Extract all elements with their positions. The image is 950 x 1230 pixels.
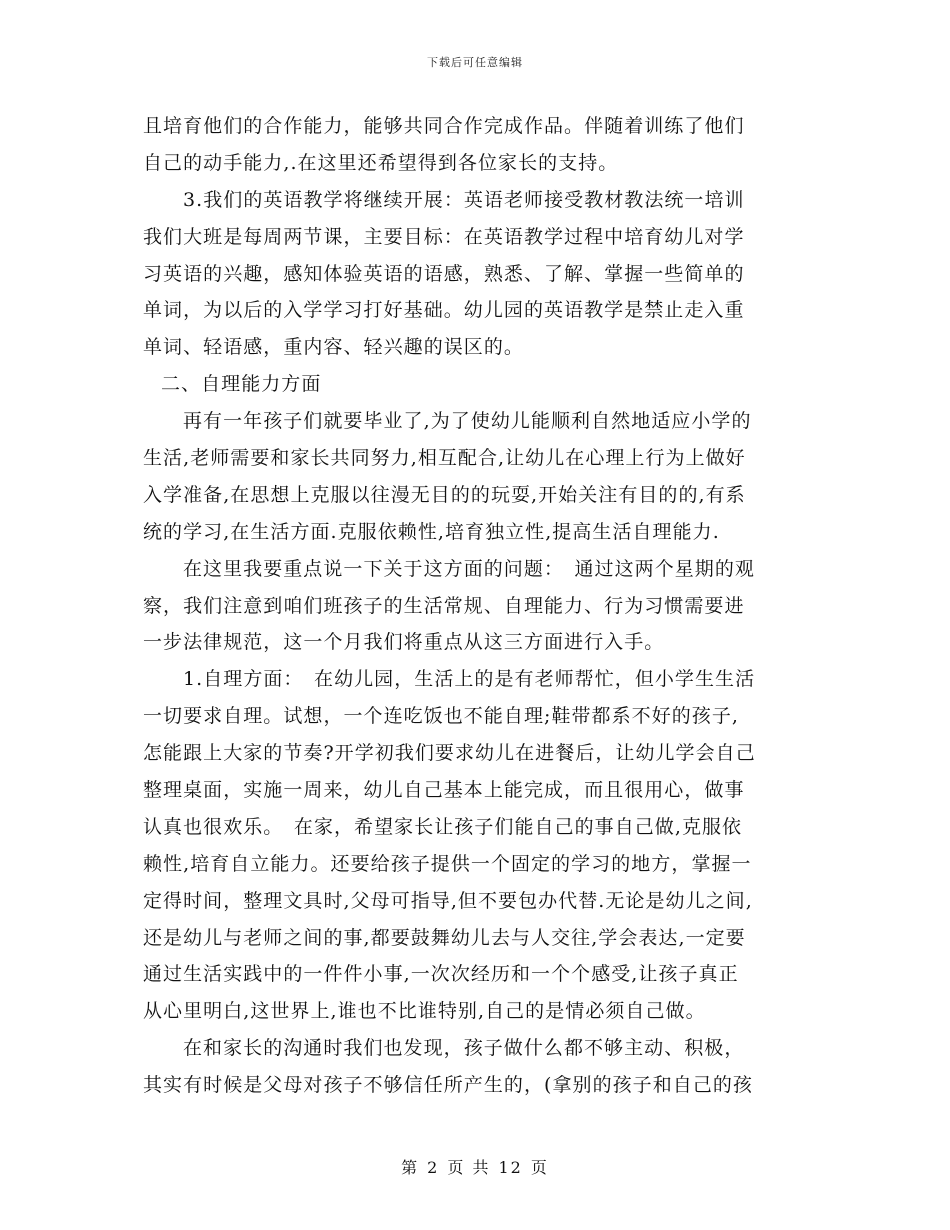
document-body bbox=[143, 108, 803, 1104]
text-line: 一切要求自理。试想，一个连吃饭也不能自理;鞋带都系不好的孩子, bbox=[143, 705, 739, 728]
text-line: 定得时间，整理文具时,父母可指导,但不要包办代替.无论是幼儿之间, bbox=[143, 889, 753, 912]
text-line: 1.自理方面： 在幼儿园，生活上的是有老师帮忙，但小学生生活 bbox=[183, 668, 756, 691]
text-line: 认真也很欢乐。 在家，希望家长让孩子们能自己的事自己做,克服依 bbox=[143, 815, 743, 838]
text-line: 自己的动手能力,.在这里还希望得到各位家长的支持。 bbox=[143, 151, 619, 174]
text-line: 整理桌面，实施一周来，幼儿自己基本上能完成，而且很用心，做事 bbox=[143, 779, 745, 802]
footer-total-pages: 12 bbox=[498, 1158, 523, 1177]
text-line: 单词、轻语感，重内容、轻兴趣的误区的。 bbox=[143, 336, 524, 359]
page-footer bbox=[0, 1155, 950, 1178]
text-line: 通过生活实践中的一件件小事,一次次经历和一个个感受,让孩子真正 bbox=[143, 963, 739, 986]
text-line: 再有一年孩子们就要毕业了,为了使幼儿能顺利自然地适应小学的 bbox=[183, 410, 752, 433]
text-line: 其实有时候是父母对孩子不够信任所产生的，(拿别的孩子和自己的孩 bbox=[143, 1074, 753, 1097]
text-line: 3.我们的英语教学将继续开展：英语老师接受教材教法统一培训 bbox=[183, 188, 745, 211]
text-line: 统的学习,在生活方面.克服依赖性,培育独立性,提高生活自理能力. bbox=[143, 520, 720, 543]
text-line: 察，我们注意到咱们班孩子的生活常规、自理能力、行为习惯需要进 bbox=[143, 594, 745, 617]
text-line: 入学准备,在思想上克服以往漫无目的的玩耍,开始关注有目的的,有系 bbox=[143, 483, 746, 506]
text-line: 习英语的兴趣，感知体验英语的语感，熟悉、了解、掌握一些简单的 bbox=[143, 262, 745, 285]
footer-suffix: 页 bbox=[530, 1158, 549, 1177]
footer-middle: 页 共 bbox=[447, 1158, 491, 1177]
text-line: 生活,老师需要和家长共同努力,相互配合,让幼儿在心理上行为上做好 bbox=[143, 447, 746, 470]
text-line: 我们大班是每周两节课，主要目标：在英语教学过程中培育幼儿对学 bbox=[143, 225, 745, 248]
text-line: 在和家长的沟通时我们也发现，孩子做什么都不够主动、积极， bbox=[183, 1037, 745, 1060]
text-line: 还是幼儿与老师之间的事,都要鼓舞幼儿去与人交往,学会表达,一定要 bbox=[143, 926, 746, 949]
text-line: 怎能跟上大家的节奏?开学初我们要求幼儿在进餐后，让幼儿学会自己 bbox=[143, 742, 756, 765]
footer-prefix: 第 bbox=[401, 1158, 420, 1177]
text-line: 赖性,培育自立能力。还要给孩子提供一个固定的学习的地方，掌握一 bbox=[143, 852, 752, 875]
text-line: 二、自理能力方面 bbox=[161, 373, 322, 396]
text-line: 一步法律规范，这一个月我们将重点从这三方面进行入手。 bbox=[143, 631, 665, 654]
page-header: 下载后可任意编辑 bbox=[427, 56, 523, 69]
text-line: 且培育他们的合作能力，能够共同合作完成作品。伴随着训练了他们 bbox=[143, 115, 745, 137]
text-line: 单词，为以后的入学学习打好基础。幼儿园的英语教学是禁止走入重 bbox=[143, 299, 745, 322]
text-line: 从心里明白,这世界上,谁也不比谁特别,自己的是情必须自己做。 bbox=[143, 1000, 706, 1023]
text-line: 在这里我要重点说一下关于这方面的问题： 通过这两个星期的观 bbox=[183, 557, 755, 580]
footer-page-number: 2 bbox=[427, 1158, 440, 1177]
